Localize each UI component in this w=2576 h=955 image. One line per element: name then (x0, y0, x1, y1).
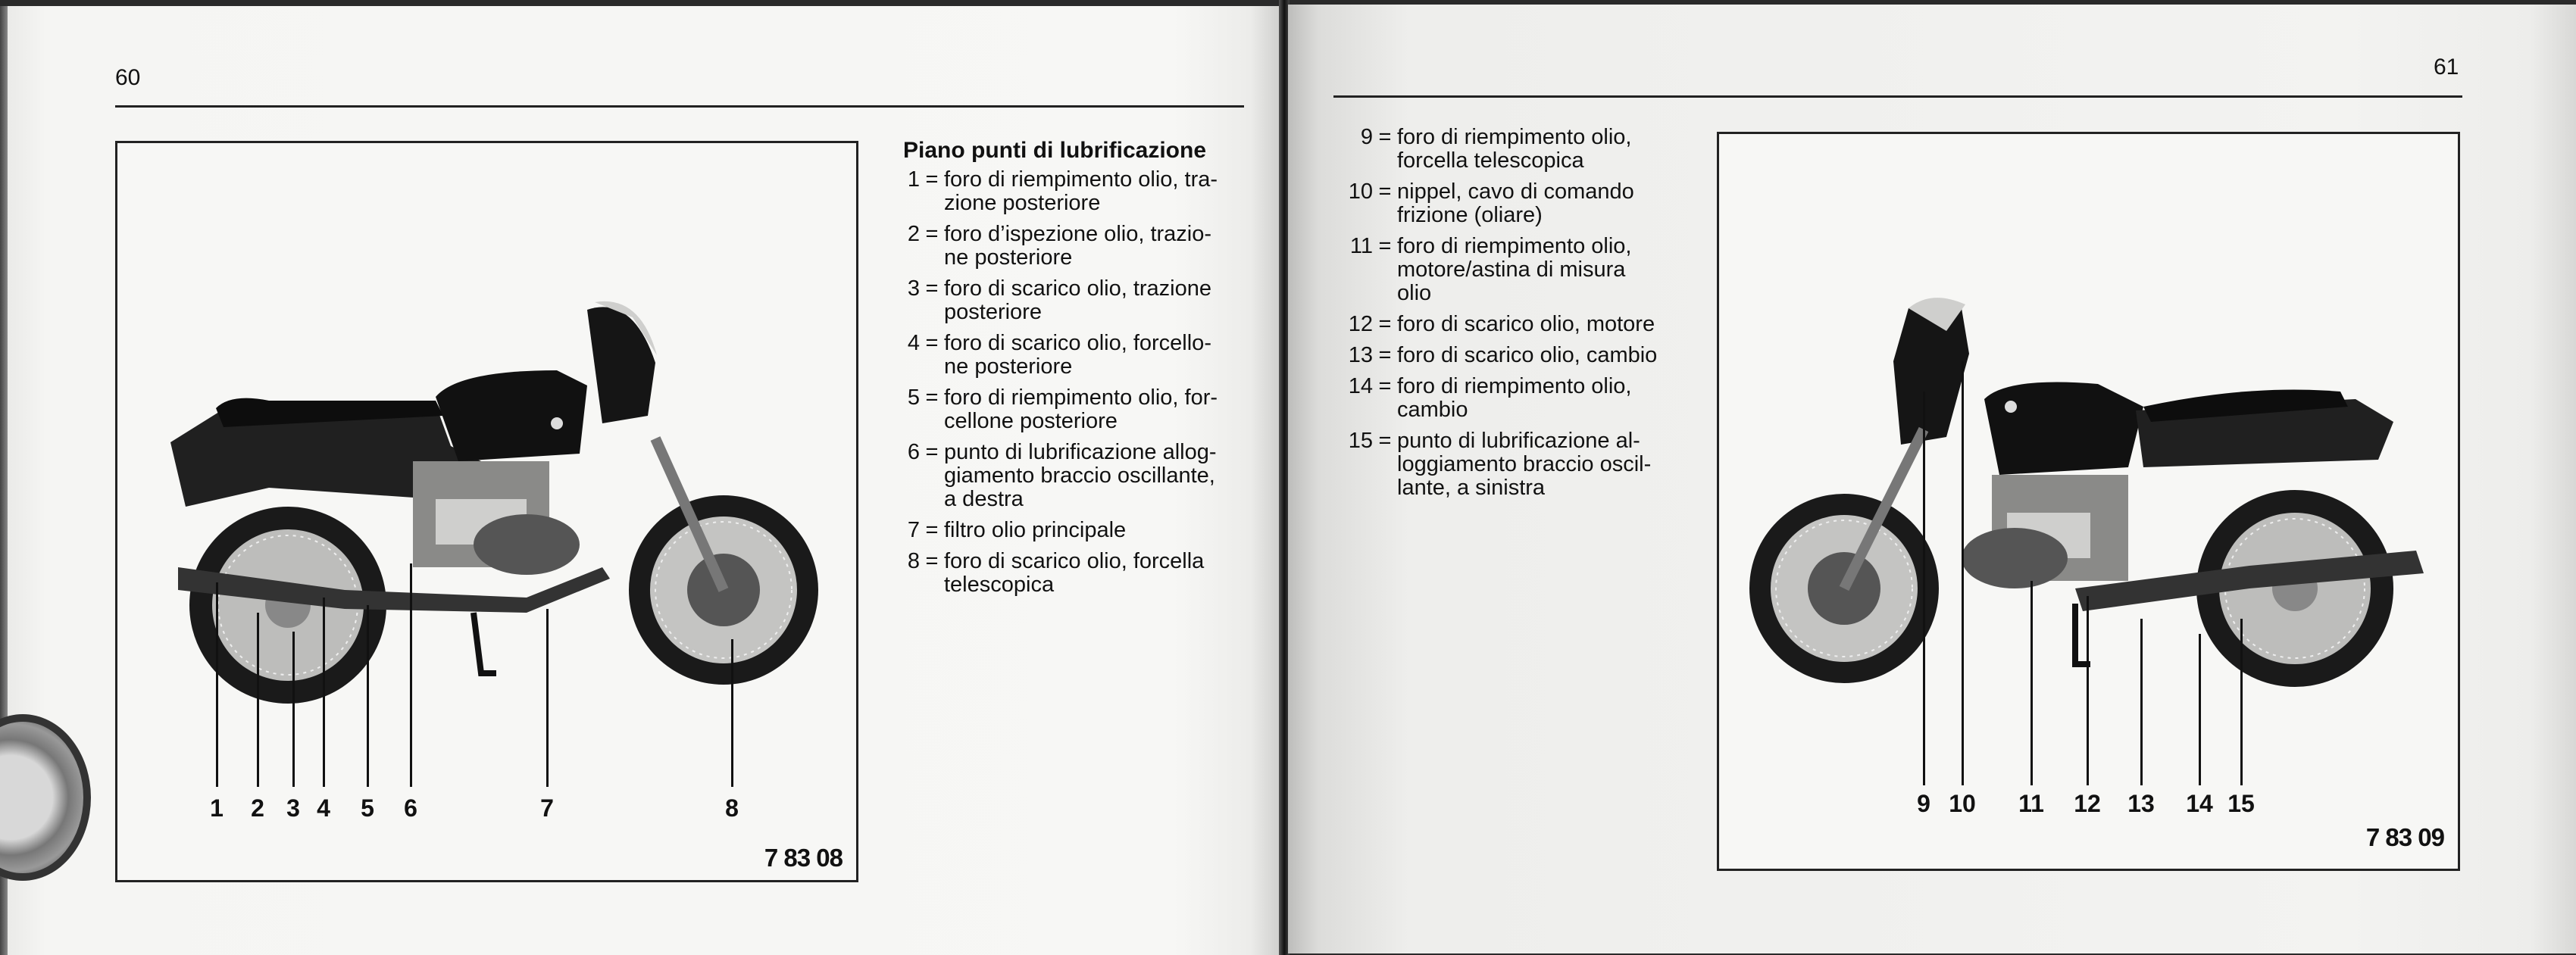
header-rule (115, 105, 1244, 108)
callout-line-10 (1962, 361, 1964, 785)
equals-sign: = (1378, 179, 1392, 204)
legend-item-number: 15 (1348, 429, 1373, 453)
legend-item-number: 5 (907, 385, 920, 410)
callout-13: 13 (2127, 790, 2155, 817)
figure-frame (115, 141, 858, 882)
legend-item (1343, 344, 1699, 367)
legend-item (1343, 429, 1699, 500)
legend-item-text: foro di scarico olio, forcello- ne posteriore (944, 331, 1211, 379)
legend-item-text: punto di lubrificazione al- loggiamento braccio oscil- lante, a sinistra (1397, 429, 1652, 500)
legend-item (903, 386, 1252, 433)
callout-3: 3 (286, 794, 300, 822)
legend-item (903, 168, 1252, 215)
callout-line-1 (216, 582, 218, 787)
left-page (0, 6, 1280, 955)
legend-item-text: punto di lubrificazione allog- giamento braccio oscillante, a destra (944, 440, 1217, 511)
legend-item-number: 13 (1348, 343, 1373, 367)
callout-15: 15 (2227, 790, 2255, 817)
lubrication-legend (903, 139, 1252, 604)
callout-5: 5 (361, 794, 374, 822)
legend-item-number: 8 (907, 549, 920, 573)
callout-line-11 (2030, 581, 2033, 785)
equals-sign: = (1378, 234, 1392, 258)
equals-sign: = (925, 331, 939, 355)
callout-10: 10 (1949, 790, 1976, 817)
equals-sign: = (925, 549, 939, 573)
legend-item (903, 441, 1252, 511)
lubrication-legend-continued (1343, 126, 1699, 507)
callout-line-3 (292, 632, 295, 787)
figure-frame (1717, 132, 2460, 871)
legend-item-number: 6 (907, 440, 920, 464)
right-page (1288, 5, 2576, 953)
equals-sign: = (925, 276, 939, 301)
equals-sign: = (1378, 312, 1392, 336)
callout-7: 7 (540, 794, 554, 822)
callout-line-13 (2140, 619, 2143, 785)
legend-item-text: foro di scarico olio, motore (1397, 312, 1655, 336)
legend-item-text: foro d’ispezione olio, trazio- ne posteriore (944, 222, 1212, 270)
legend-item-number: 2 (907, 222, 920, 246)
callout-6: 6 (404, 794, 417, 822)
legend-item-number: 10 (1348, 179, 1373, 204)
callout-2: 2 (251, 794, 264, 822)
equals-sign: = (925, 385, 939, 410)
page-number: 60 (115, 65, 141, 90)
legend-item-text: foro di riempimento olio, for- cellone posteriore (944, 385, 1218, 433)
callout-line-15 (2240, 619, 2243, 785)
figure-code: 7 83 08 (764, 844, 843, 872)
legend-item (1343, 235, 1699, 305)
equals-sign: = (925, 518, 939, 542)
legend-item-number: 7 (907, 518, 920, 542)
callout-14: 14 (2186, 790, 2213, 817)
equals-sign: = (925, 440, 939, 464)
legend-item-number: 4 (907, 331, 920, 355)
callout-line-4 (323, 598, 325, 787)
callout-line-9 (1923, 392, 1925, 785)
legend-item-text: foro di riempimento olio, cambio (1397, 374, 1632, 422)
legend-item (903, 223, 1252, 270)
legend-item-number: 9 (1360, 125, 1373, 149)
callout-4: 4 (317, 794, 330, 822)
equals-sign: = (1378, 429, 1392, 453)
legend-item (903, 519, 1252, 542)
callout-line-5 (367, 605, 369, 787)
callout-1: 1 (210, 794, 224, 822)
callout-line-8 (731, 639, 733, 787)
equals-sign: = (1378, 374, 1392, 398)
legend-item (1343, 126, 1699, 173)
equals-sign: = (1378, 343, 1392, 367)
callout-line-7 (546, 609, 549, 787)
legend-item-number: 14 (1348, 374, 1373, 398)
legend-item-text: filtro olio principale (944, 518, 1127, 542)
legend-item (1343, 313, 1699, 336)
legend-title: Piano punti di lubrificazione (903, 138, 1207, 163)
header-rule (1333, 95, 2462, 98)
legend-item-text: foro di scarico olio, trazione posteriore (944, 276, 1211, 324)
legend-item (903, 332, 1252, 379)
legend-item-text: foro di riempimento olio, motore/astina di misura olio (1397, 234, 1632, 305)
legend-item-number: 3 (907, 276, 920, 301)
callout-8: 8 (725, 794, 739, 822)
callout-11: 11 (2018, 790, 2044, 817)
legend-item-text: nippel, cavo di comando frizione (oliare) (1397, 179, 1634, 227)
callout-12: 12 (2074, 790, 2101, 817)
legend-item-text: foro di riempimento olio, tra- zione posteriore (944, 167, 1218, 215)
legend-item-number: 11 (1349, 234, 1373, 258)
thumb-shadow (0, 714, 91, 881)
equals-sign: = (925, 167, 939, 192)
callout-line-12 (2087, 596, 2089, 785)
motorcycle-illustration (117, 143, 856, 880)
legend-item-text: foro di riempimento olio, forcella telescopica (1397, 125, 1632, 173)
legend-item-text: foro di scarico olio, cambio (1397, 343, 1658, 367)
equals-sign: = (1378, 125, 1392, 149)
page-number: 61 (2434, 55, 2459, 80)
legend-item-number: 12 (1348, 312, 1373, 336)
legend-item-text: foro di scarico olio, forcella telescopica (944, 549, 1205, 597)
legend-item (1343, 375, 1699, 422)
callout-line-2 (257, 613, 259, 787)
callout-line-14 (2199, 634, 2201, 785)
figure-code: 7 83 09 (2365, 823, 2444, 851)
legend-item (903, 550, 1252, 597)
callout-line-6 (410, 563, 412, 787)
legend-item (903, 277, 1252, 324)
legend-item-number: 1 (907, 167, 920, 192)
equals-sign: = (925, 222, 939, 246)
legend-item (1343, 180, 1699, 227)
callout-9: 9 (1917, 790, 1930, 817)
